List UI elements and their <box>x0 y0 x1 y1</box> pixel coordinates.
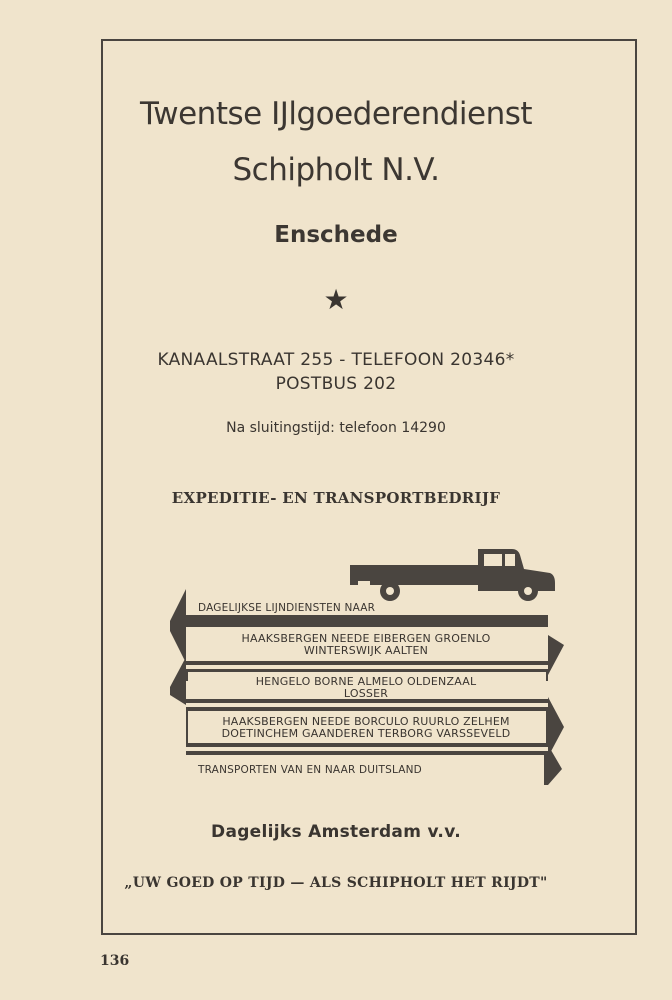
route1-line1: HAAKSBERGEN NEEDE EIBERGEN GROENLO <box>241 632 491 645</box>
route3-line2: DOETINCHEM GAANDEREN TERBORG VARSSEVELD <box>221 727 511 740</box>
daily-service: Dagelijks Amsterdam v.v. <box>211 822 461 842</box>
slogan: „UW GOED OP TIJD — ALS SCHIPHOLT HET RIJDT" <box>124 875 548 891</box>
after-hours-phone: Na sluitingstijd: telefoon 14290 <box>226 420 446 436</box>
page-number: 136 <box>100 953 130 969</box>
address-phone: KANAALSTRAAT 255 - TELEFOON 20346* <box>157 350 515 370</box>
city-name: Enschede <box>274 222 398 248</box>
company-name-line1: Twentse IJlgoederendienst <box>139 96 533 132</box>
company-name-line2: Schipholt N.V. <box>232 152 440 188</box>
company-type: EXPEDITIE- EN TRANSPORTBEDRIJF <box>171 489 501 507</box>
route2-line1: HENGELO BORNE ALMELO OLDENZAAL <box>255 675 477 688</box>
postbus: POSTBUS 202 <box>275 374 397 394</box>
route-label-bottom: TRANSPORTEN VAN EN NAAR DUITSLAND <box>198 764 422 776</box>
route3-line1: HAAKSBERGEN NEEDE BORCULO RUURLO ZELHEM <box>222 715 510 728</box>
route2-line2: LOSSER <box>343 687 389 700</box>
route-label-top: DAGELIJKSE LIJNDIENSTEN NAAR <box>198 602 376 614</box>
route1-line2: WINTERSWIJK AALTEN <box>303 644 429 657</box>
star-icon: ★ <box>323 283 349 316</box>
